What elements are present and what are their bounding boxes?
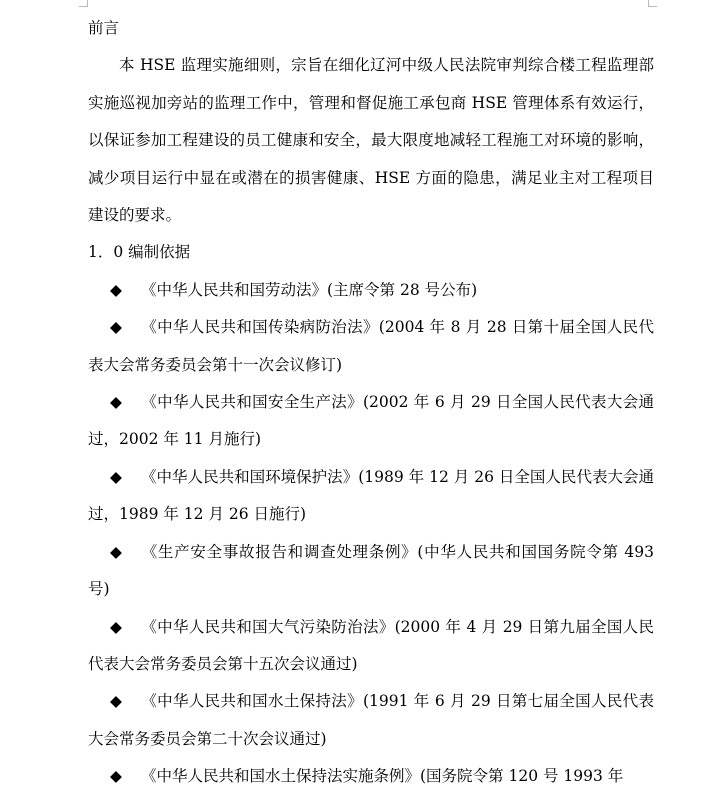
list-item (88, 683, 654, 758)
list-item (88, 384, 654, 459)
list-item (88, 534, 654, 609)
intro-paragraph: 本 HSE 监理实施细则，宗旨在细化辽河中级人民法院审判综合楼工程监理部实施巡视加旁站的监理工作中，管理和督促施工承包商 HSE 管理体系有效运行，以保证参加工程建设的员工健康和安全，最大限度地减轻工程施工对环境的影响，减少项目运行中显在或潜在的损害健康、HSE 方面的隐患，满足业主对工程项目建设的要求。 (88, 56, 654, 225)
list-item (88, 609, 654, 684)
list-item-text: 《生产安全事故报告和调查处理条例》(中华人民共和国国务院令第 493 号) (88, 542, 654, 599)
list-item-text: 《中华人民共和国传染病防治法》(2004 年 8 月 28 日第十届全国人民代表大会常务委员会第十一次会议修订) (88, 318, 654, 374)
list-item (88, 459, 654, 534)
list-item (88, 272, 654, 309)
list-item-text: 《中华人民共和国安全生产法》(2002 年 6 月 29 日全国人民代表大会通过，2002 年 11 月施行) (88, 393, 654, 449)
document-body (88, 10, 654, 796)
section-title: 1．0 编制依据 (88, 243, 191, 262)
list-item (88, 309, 654, 384)
list-item (88, 758, 654, 795)
diamond-bullet-icon: ◆ (110, 542, 122, 561)
margin-corner-mark-left (79, 0, 88, 7)
diamond-bullet-icon: ◆ (110, 617, 122, 636)
diamond-bullet-icon: ◆ (110, 318, 122, 337)
diamond-bullet-icon: ◆ (110, 280, 122, 299)
diamond-bullet-icon: ◆ (110, 692, 122, 711)
list-item-text: 《中华人民共和国水土保持法实施条例》(国务院令第 120 号 1993 年 (141, 767, 624, 786)
diamond-bullet-icon: ◆ (110, 767, 122, 786)
list-item-text: 《中华人民共和国劳动法》(主席令第 28 号公布) (141, 280, 478, 299)
margin-corner-mark-right (648, 0, 657, 7)
list-item-text: 《中华人民共和国水土保持法》(1991 年 6 月 29 日第七届全国人民代表大会常务委员会第二十次会议通过) (88, 692, 654, 748)
list-item-text: 《中华人民共和国环境保护法》(1989 年 12 月 26 日全国人民代表大会通过，1989 年 12 月 26 日施行) (88, 467, 654, 524)
preface-heading: 前言 (88, 19, 120, 37)
list-item-text: 《中华人民共和国大气污染防治法》(2000 年 4 月 29 日第九届全国人民代表大会常务委员会第十五次会议通过) (88, 617, 654, 673)
diamond-bullet-icon: ◆ (110, 393, 122, 412)
diamond-bullet-icon: ◆ (110, 467, 122, 486)
